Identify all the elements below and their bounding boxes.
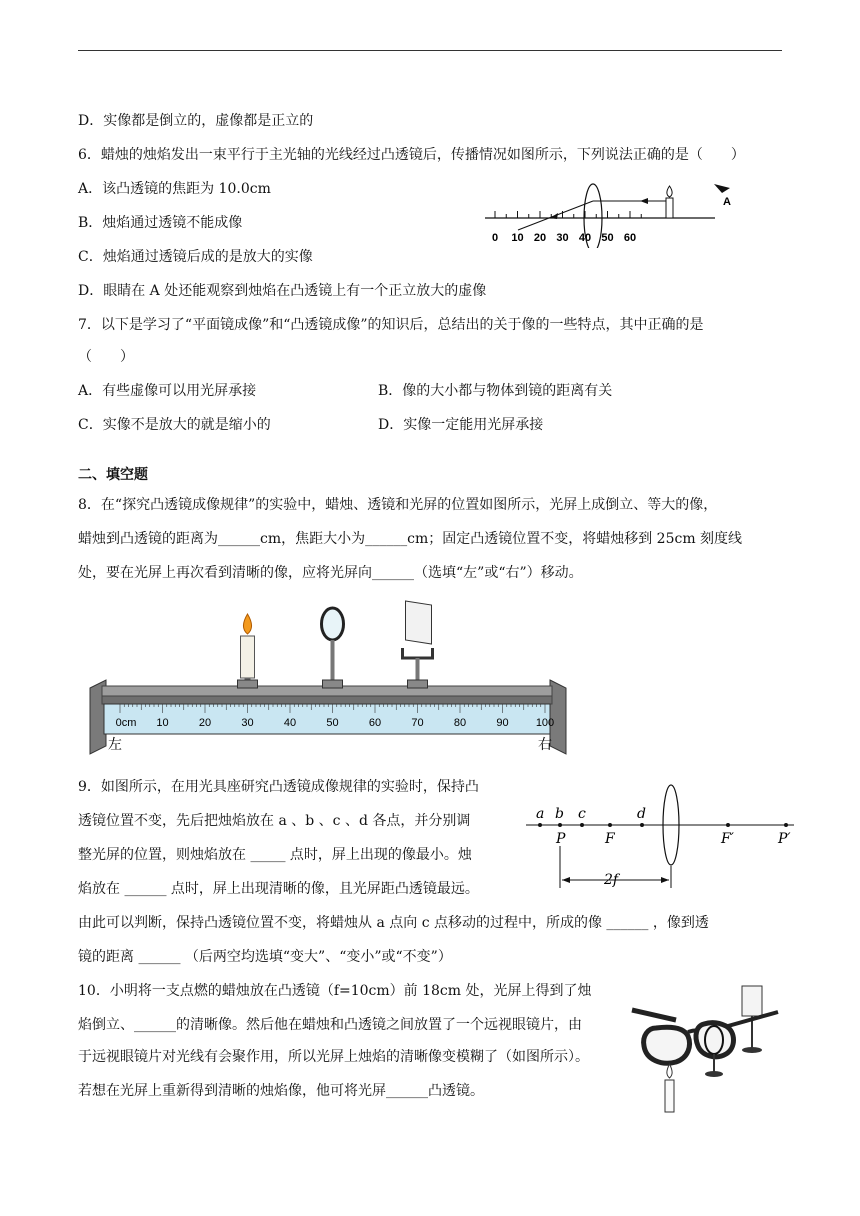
q6-option-a: A．该凸透镜的焦距为 10.0cm — [78, 181, 271, 197]
q10-candle — [665, 1080, 674, 1112]
q9-line-3: 整光屏的位置，则烛焰放在 _____ 点时，屏上出现的像最小。烛 — [78, 847, 472, 863]
q6-tick-label: 50 — [601, 232, 614, 244]
q7-option-c: C．实像不是放大的就是缩小的 — [78, 417, 271, 433]
point-a: a — [536, 806, 545, 822]
q6-tick-label: 30 — [556, 232, 569, 244]
q8-tick-label: 40 — [283, 717, 297, 729]
q10-glasses-right — [696, 1023, 734, 1057]
header-rule — [78, 50, 782, 51]
section-fill-in-title: 二、填空题 — [78, 467, 148, 483]
q10-screen — [742, 986, 762, 1016]
q8-tick-label: 20 — [198, 717, 212, 729]
q6-tick-label: 10 — [511, 232, 524, 244]
q6-tick-label: 60 — [623, 232, 637, 244]
q8-tick-label: 0cm — [115, 717, 137, 729]
q8-tick-label: 100 — [535, 717, 555, 729]
q10-line-1: 10．小明将一支点燃的蜡烛放在凸透镜（f=10cm）前 18cm 处，光屏上得到了烛 — [78, 983, 592, 999]
label-2f: 2f — [604, 872, 619, 888]
q10-line-3: 于远视眼镜片对光线有会聚作用，所以光屏上烛焰的清晰像变模糊了（如图所示）。 — [78, 1049, 589, 1065]
q9-lens-diagram — [522, 780, 802, 896]
q10-glasses-arm — [632, 1010, 676, 1020]
q6-candle — [666, 198, 673, 218]
q6-option-b: B．烛焰通过透镜不能成像 — [78, 215, 243, 231]
q10-glasses-figure — [628, 976, 788, 1116]
q9-line-4: 焰放在 ______ 点时，屏上出现清晰的像，且光屏距凸透镜最远。 — [78, 881, 479, 897]
label-P: P — [556, 831, 566, 847]
q7-option-d: D．实像一定能用光屏承接 — [378, 417, 544, 433]
q8-lens — [322, 608, 344, 688]
q8-tick-label: 70 — [411, 717, 424, 729]
q6-tick-label: 20 — [533, 232, 547, 244]
q8-candle — [238, 614, 258, 688]
q9-line-5: 由此可以判断，保持凸透镜位置不变，将蜡烛从 a 点向 c 点移动的过程中，所成的像 ______ ，像到透 — [78, 915, 709, 931]
q6-option-c: C．烛焰通过透镜后成的是放大的实像 — [78, 249, 313, 265]
q6-tick-label: 0 — [491, 232, 499, 244]
q8-tick-label: 10 — [156, 717, 169, 729]
q6-flame — [667, 186, 672, 197]
label-F: F — [605, 831, 615, 847]
q7-paren: （ ） — [78, 349, 134, 365]
q10-glasses-left — [644, 1027, 690, 1063]
q8-tick-label: 50 — [326, 717, 339, 729]
q5-option-d: D．实像都是倒立的，虚像都是正立的 — [78, 113, 314, 129]
label-F-prime: F′ — [721, 831, 734, 847]
q8-tick-label: 80 — [453, 717, 467, 729]
q8-screen — [403, 601, 433, 688]
q7-option-b: B．像的大小都与物体到镜的距离有关 — [378, 383, 613, 399]
eye-icon — [714, 184, 730, 193]
q8-line-1: 8．在“探究凸透镜成像规律”的实验中，蜡烛、透镜和光屏的位置如图所示，光屏上成倒立、等大的像， — [78, 497, 718, 513]
q10-line-2: 焰倒立、______的清晰像。然后他在蜡烛和凸透镜之间放置了一个远视眼镜片，由 — [78, 1017, 582, 1033]
q10-line-4: 若想在光屏上重新得到清晰的烛焰像，他可将光屏______凸透镜。 — [78, 1083, 484, 1099]
point-c: c — [578, 806, 586, 822]
q9-line-2: 透镜位置不变，先后把烛焰放在 a 、b 、c 、d 各点，并分别调 — [78, 813, 471, 829]
q7-option-a: A．有些虚像可以用光屏承接 — [78, 383, 257, 399]
q6-scale-ticks — [492, 211, 641, 244]
q9-line-6: 镜的距离 ______ （后两空均选填“变大”、“变小”或“不变”） — [78, 949, 452, 965]
label-P-prime: P′ — [778, 831, 791, 847]
q8-line-2: 蜡烛到凸透镜的距离为______cm，焦距大小为______cm；固定凸透镜位置不变，将蜡烛移到 25cm 刻度线 — [78, 531, 743, 547]
q8-tick-label: 60 — [368, 717, 382, 729]
q7-stem: 7．以下是学习了“平面镜成像”和“凸透镜成像”的知识后，总结出的关于像的一些特点，其中正确的是 — [78, 317, 704, 333]
q8-tick-label: 90 — [496, 717, 509, 729]
q6-stem: 6．蜡烛的烛焰发出一束平行于主光轴的光线经过凸透镜后，传播情况如图所示，下列说法正确的是（ ） — [78, 147, 745, 163]
q6-eye-label: A — [723, 196, 731, 208]
q9-line-1: 9．如图所示，在用光具座研究凸透镜成像规律的实验时，保持凸 — [78, 779, 479, 795]
q6-lens-figure — [480, 178, 740, 248]
q8-optical-bench-figure — [80, 596, 580, 758]
q6-tick-label: 40 — [578, 232, 592, 244]
bench-left-label: 左 — [108, 737, 122, 753]
bench-right-label: 右 — [538, 737, 552, 753]
point-b: b — [555, 806, 564, 822]
q8-tick-label: 30 — [241, 717, 254, 729]
q6-option-d: D．眼睛在 A 处还能观察到烛焰在凸透镜上有一个正立放大的虚像 — [78, 283, 487, 299]
q8-line-3: 处，要在光屏上再次看到清晰的像，应将光屏向______（选填“左”或“右”）移动。 — [78, 565, 583, 581]
point-d: d — [637, 806, 646, 822]
